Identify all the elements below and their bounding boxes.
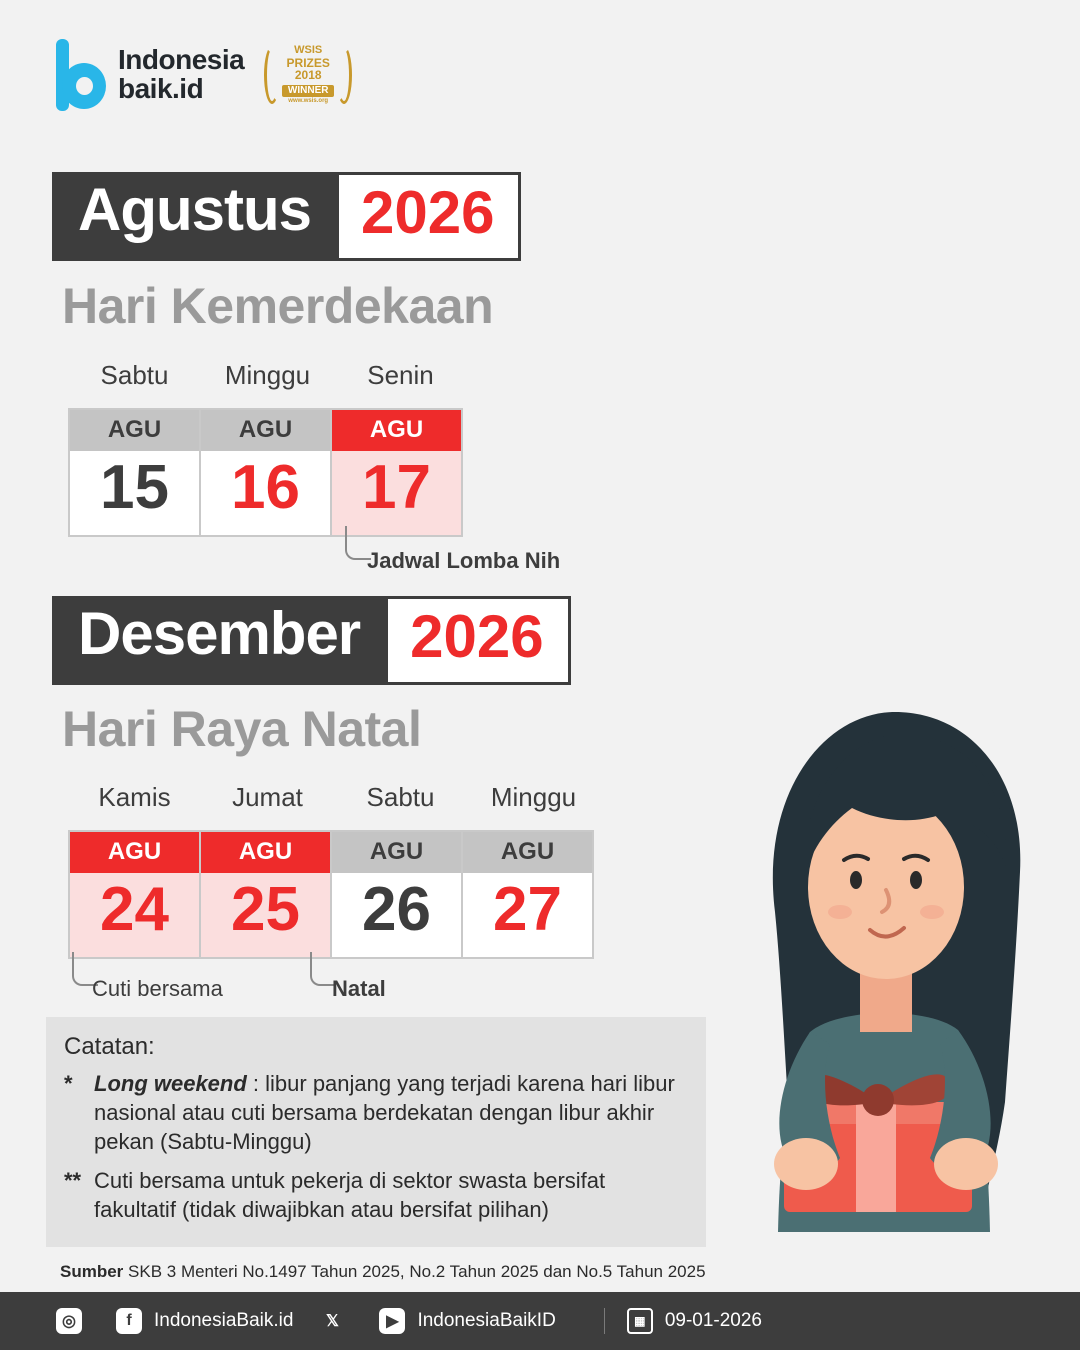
brand-logo xyxy=(52,38,354,112)
date-card-month-label: AGU xyxy=(332,832,461,873)
date-card-16 xyxy=(199,408,332,537)
dayname-kamis: Kamis xyxy=(98,782,171,812)
note-item-1 xyxy=(64,1069,686,1156)
note-marker: ** xyxy=(64,1168,82,1194)
date-card-month-label: AGU xyxy=(201,410,330,451)
dayname-senin: Senin xyxy=(367,360,434,390)
award-line-3: 2018 xyxy=(294,67,322,82)
footer-bar xyxy=(0,1292,1080,1350)
month-name-desember: Desember xyxy=(52,596,388,685)
note-marker: * xyxy=(64,1071,73,1096)
calendar-icon: ▦ xyxy=(627,1308,653,1334)
month-name-agustus: Agustus xyxy=(52,172,339,261)
x-group[interactable] xyxy=(319,1308,353,1334)
source-label: Sumber xyxy=(60,1262,124,1281)
date-card-month-label: AGU xyxy=(463,832,592,873)
subtitle-kemerdekaan: Hari Kemerdekaan xyxy=(62,278,494,334)
date-card-26 xyxy=(330,830,463,959)
date-card-month-label: AGU xyxy=(70,832,199,873)
daynames-desember xyxy=(68,782,600,813)
notes-box xyxy=(46,1017,706,1247)
wsis-award-badge-icon xyxy=(262,38,354,112)
annotation-natal: Natal xyxy=(332,976,386,1001)
month-banner-desember xyxy=(52,596,571,685)
date-card-15 xyxy=(68,408,201,537)
date-card-month-label: AGU xyxy=(201,832,330,873)
note-emphasis-1: Long weekend xyxy=(94,1071,247,1096)
dayname-minggu: Minggu xyxy=(490,782,577,812)
brand-line-1: Indonesia xyxy=(118,44,245,76)
illustration-svg xyxy=(680,672,1080,1292)
subtitle-natal: Hari Raya Natal xyxy=(62,701,422,757)
annotation-cuti-bersama: Cuti bersama xyxy=(92,976,223,1001)
publish-date: 09-01-2026 xyxy=(664,1310,763,1331)
date-card-day: 17 xyxy=(332,451,461,535)
date-card-day: 15 xyxy=(100,453,169,522)
award-line-2: PRIZES xyxy=(286,55,330,70)
date-card-27 xyxy=(461,830,594,959)
daynames-agustus xyxy=(68,360,467,391)
instagram-group[interactable] xyxy=(56,1308,90,1334)
date-card-day: 25 xyxy=(201,873,330,957)
date-cards-agustus xyxy=(68,408,461,537)
note-text-2: Cuti bersama untuk pekerja di sektor swasta bersifat fakultatif (tidak diwajibkan atau bersifat pilihan) xyxy=(94,1168,606,1223)
note-item-2 xyxy=(64,1166,686,1224)
date-group xyxy=(627,1308,762,1334)
footer-divider xyxy=(604,1308,605,1334)
annotation-jadwal-lomba: Jadwal Lomba Nih xyxy=(367,548,561,573)
indonesiabaik-icon xyxy=(52,39,106,111)
source-line xyxy=(60,1262,706,1282)
facebook-icon[interactable]: f xyxy=(116,1308,142,1334)
handle-right: IndonesiaBaikID xyxy=(417,1310,556,1331)
youtube-icon[interactable]: ▶ xyxy=(379,1308,405,1334)
dayname-minggu: Minggu xyxy=(224,360,311,390)
notes-title: Catatan: xyxy=(64,1033,155,1060)
dayname-jumat: Jumat xyxy=(232,782,303,812)
handle-left: IndonesiaBaik.id xyxy=(154,1310,294,1331)
date-card-month-label: AGU xyxy=(70,410,199,451)
instagram-icon[interactable]: ◎ xyxy=(56,1308,82,1334)
date-card-24 xyxy=(68,830,201,959)
date-card-month-label: AGU xyxy=(332,410,461,451)
year-desember: 2026 xyxy=(388,596,570,685)
illustration-woman-with-gift xyxy=(680,672,1080,1292)
date-card-day: 26 xyxy=(362,875,431,944)
year-agustus: 2026 xyxy=(339,172,521,261)
facebook-group[interactable] xyxy=(116,1308,293,1334)
source-text: SKB 3 Menteri No.1497 Tahun 2025, No.2 Tahun 2025 dan No.5 Tahun 2025 xyxy=(123,1262,706,1281)
date-card-25 xyxy=(199,830,332,959)
x-twitter-icon[interactable]: 𝕏 xyxy=(325,1313,339,1330)
month-banner-agustus xyxy=(52,172,521,261)
date-card-day: 16 xyxy=(231,453,300,522)
award-line-5: www.wsis.org xyxy=(288,98,329,105)
date-card-day: 24 xyxy=(70,873,199,957)
award-line-1: WSIS xyxy=(294,44,323,57)
brand-wordmark xyxy=(118,46,244,103)
date-cards-desember xyxy=(68,830,592,959)
note-body-1: : libur panjang yang terjadi karena hari libur nasional atau cuti bersama berdekatan dengan libur akhir pekan (Sabtu-Minggu) xyxy=(94,1071,675,1155)
award-line-4: WINNER xyxy=(282,85,335,97)
date-card-17 xyxy=(330,408,463,537)
brand-line-2: baik.id xyxy=(118,73,204,104)
date-card-day: 27 xyxy=(493,875,562,944)
youtube-group[interactable] xyxy=(379,1308,555,1334)
note-text-1 xyxy=(94,1069,686,1156)
dayname-sabtu: Sabtu xyxy=(366,782,435,812)
dayname-sabtu: Sabtu xyxy=(100,360,169,390)
